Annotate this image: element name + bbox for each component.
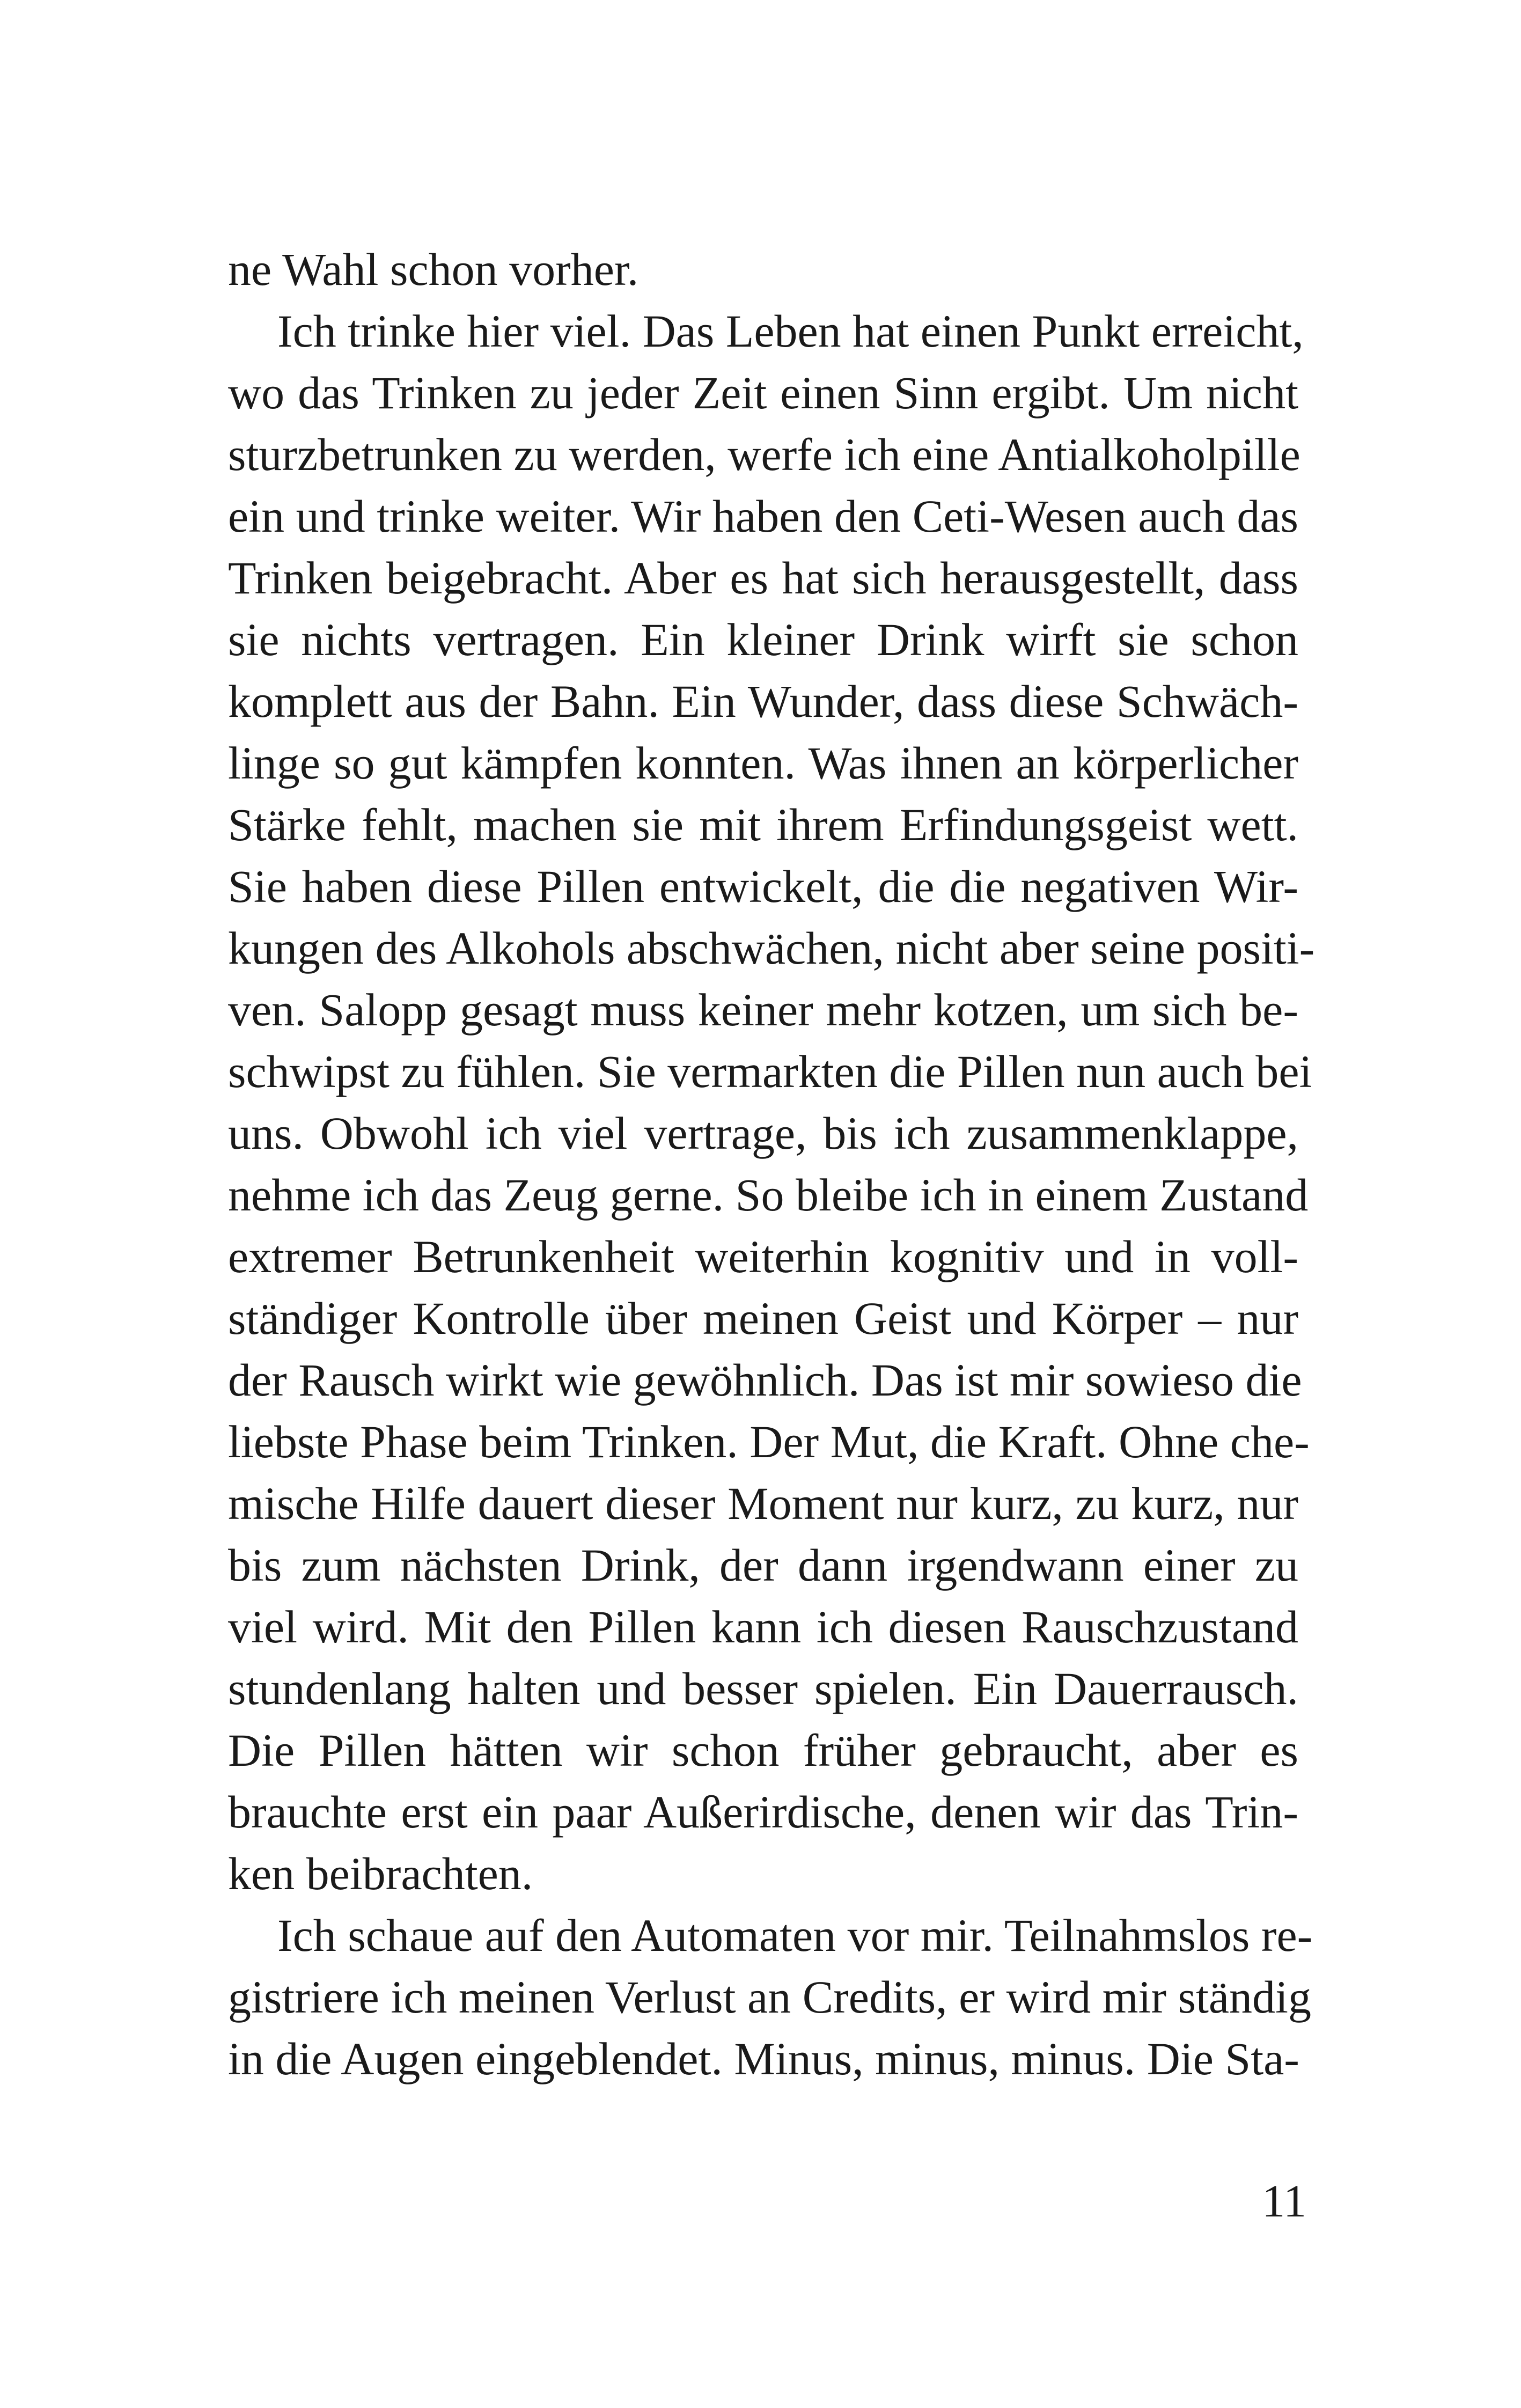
text-line: gistriere ich meinen Verlust an Credits, er wird mir ständig xyxy=(228,1971,1311,2023)
text-line: Die Pillen hätten wir schon früher gebraucht, aber es xyxy=(228,1724,1298,1776)
text-line: Sie haben diese Pillen entwickelt, die die negativen Wir- xyxy=(228,861,1298,912)
text-line: nehme ich das Zeug gerne. So bleibe ich in einem Zustand xyxy=(228,1169,1309,1221)
text-line: ein und trinke weiter. Wir haben den Ceti-Wesen auch das xyxy=(228,490,1298,542)
text-line: Trinken beigebracht. Aber es hat sich herausgestellt, dass xyxy=(228,552,1298,604)
text-line: schwipst zu fühlen. Sie vermarkten die Pillen nun auch bei xyxy=(228,1046,1312,1097)
text-line: mische Hilfe dauert dieser Moment nur kurz, zu kurz, nur xyxy=(228,1478,1298,1529)
text-line: brauchte erst ein paar Außerirdische, denen wir das Trin- xyxy=(228,1786,1298,1838)
text-line: ken beibrachten. xyxy=(228,1848,533,1899)
page-number: 11 xyxy=(1262,2175,1306,2227)
text-line: extremer Betrunkenheit weiterhin kognitiv und in voll- xyxy=(228,1231,1298,1282)
text-line: ständiger Kontrolle über meinen Geist und Körper – nur xyxy=(228,1293,1298,1344)
text-line: sturzbetrunken zu werden, werfe ich eine Antialkoholpille xyxy=(228,429,1300,480)
text-line: komplett aus der Bahn. Ein Wunder, dass diese Schwäch- xyxy=(228,676,1298,727)
body-text xyxy=(228,239,1315,2090)
text-line: uns. Obwohl ich viel vertrage, bis ich zusammenklappe, xyxy=(228,1107,1298,1159)
text-line: Ich trinke hier viel. Das Leben hat einen Punkt erreicht, xyxy=(277,305,1304,357)
text-line: wo das Trinken zu jeder Zeit einen Sinn ergibt. Um nicht xyxy=(228,367,1298,419)
text-line: bis zum nächsten Drink, der dann irgendwann einer zu xyxy=(228,1539,1298,1591)
text-line: stundenlang halten und besser spielen. Ein Dauerrausch. xyxy=(228,1663,1298,1714)
text-line: ne Wahl schon vorher. xyxy=(228,244,639,295)
text-line: kungen des Alkohols abschwächen, nicht aber seine positi- xyxy=(228,922,1315,974)
text-line: Stärke fehlt, machen sie mit ihrem Erfindungsgeist wett. xyxy=(228,799,1298,850)
text-line: der Rausch wirkt wie gewöhnlich. Das ist mir sowieso die xyxy=(228,1354,1302,1406)
text-line: ven. Salopp gesagt muss keiner mehr kotzen, um sich be- xyxy=(228,984,1298,1036)
text-line: Ich schaue auf den Automaten vor mir. Teilnahmslos re- xyxy=(277,1910,1313,1961)
text-line: linge so gut kämpfen konnten. Was ihnen an körperlicher xyxy=(228,737,1298,789)
text-line: in die Augen eingeblendet. Minus, minus, minus. Die Sta- xyxy=(228,2033,1299,2084)
text-line: sie nichts vertragen. Ein kleiner Drink wirft sie schon xyxy=(228,614,1298,665)
text-line: liebste Phase beim Trinken. Der Mut, die Kraft. Ohne che- xyxy=(228,1416,1310,1467)
text-line: viel wird. Mit den Pillen kann ich diesen Rauschzustand xyxy=(228,1601,1298,1653)
